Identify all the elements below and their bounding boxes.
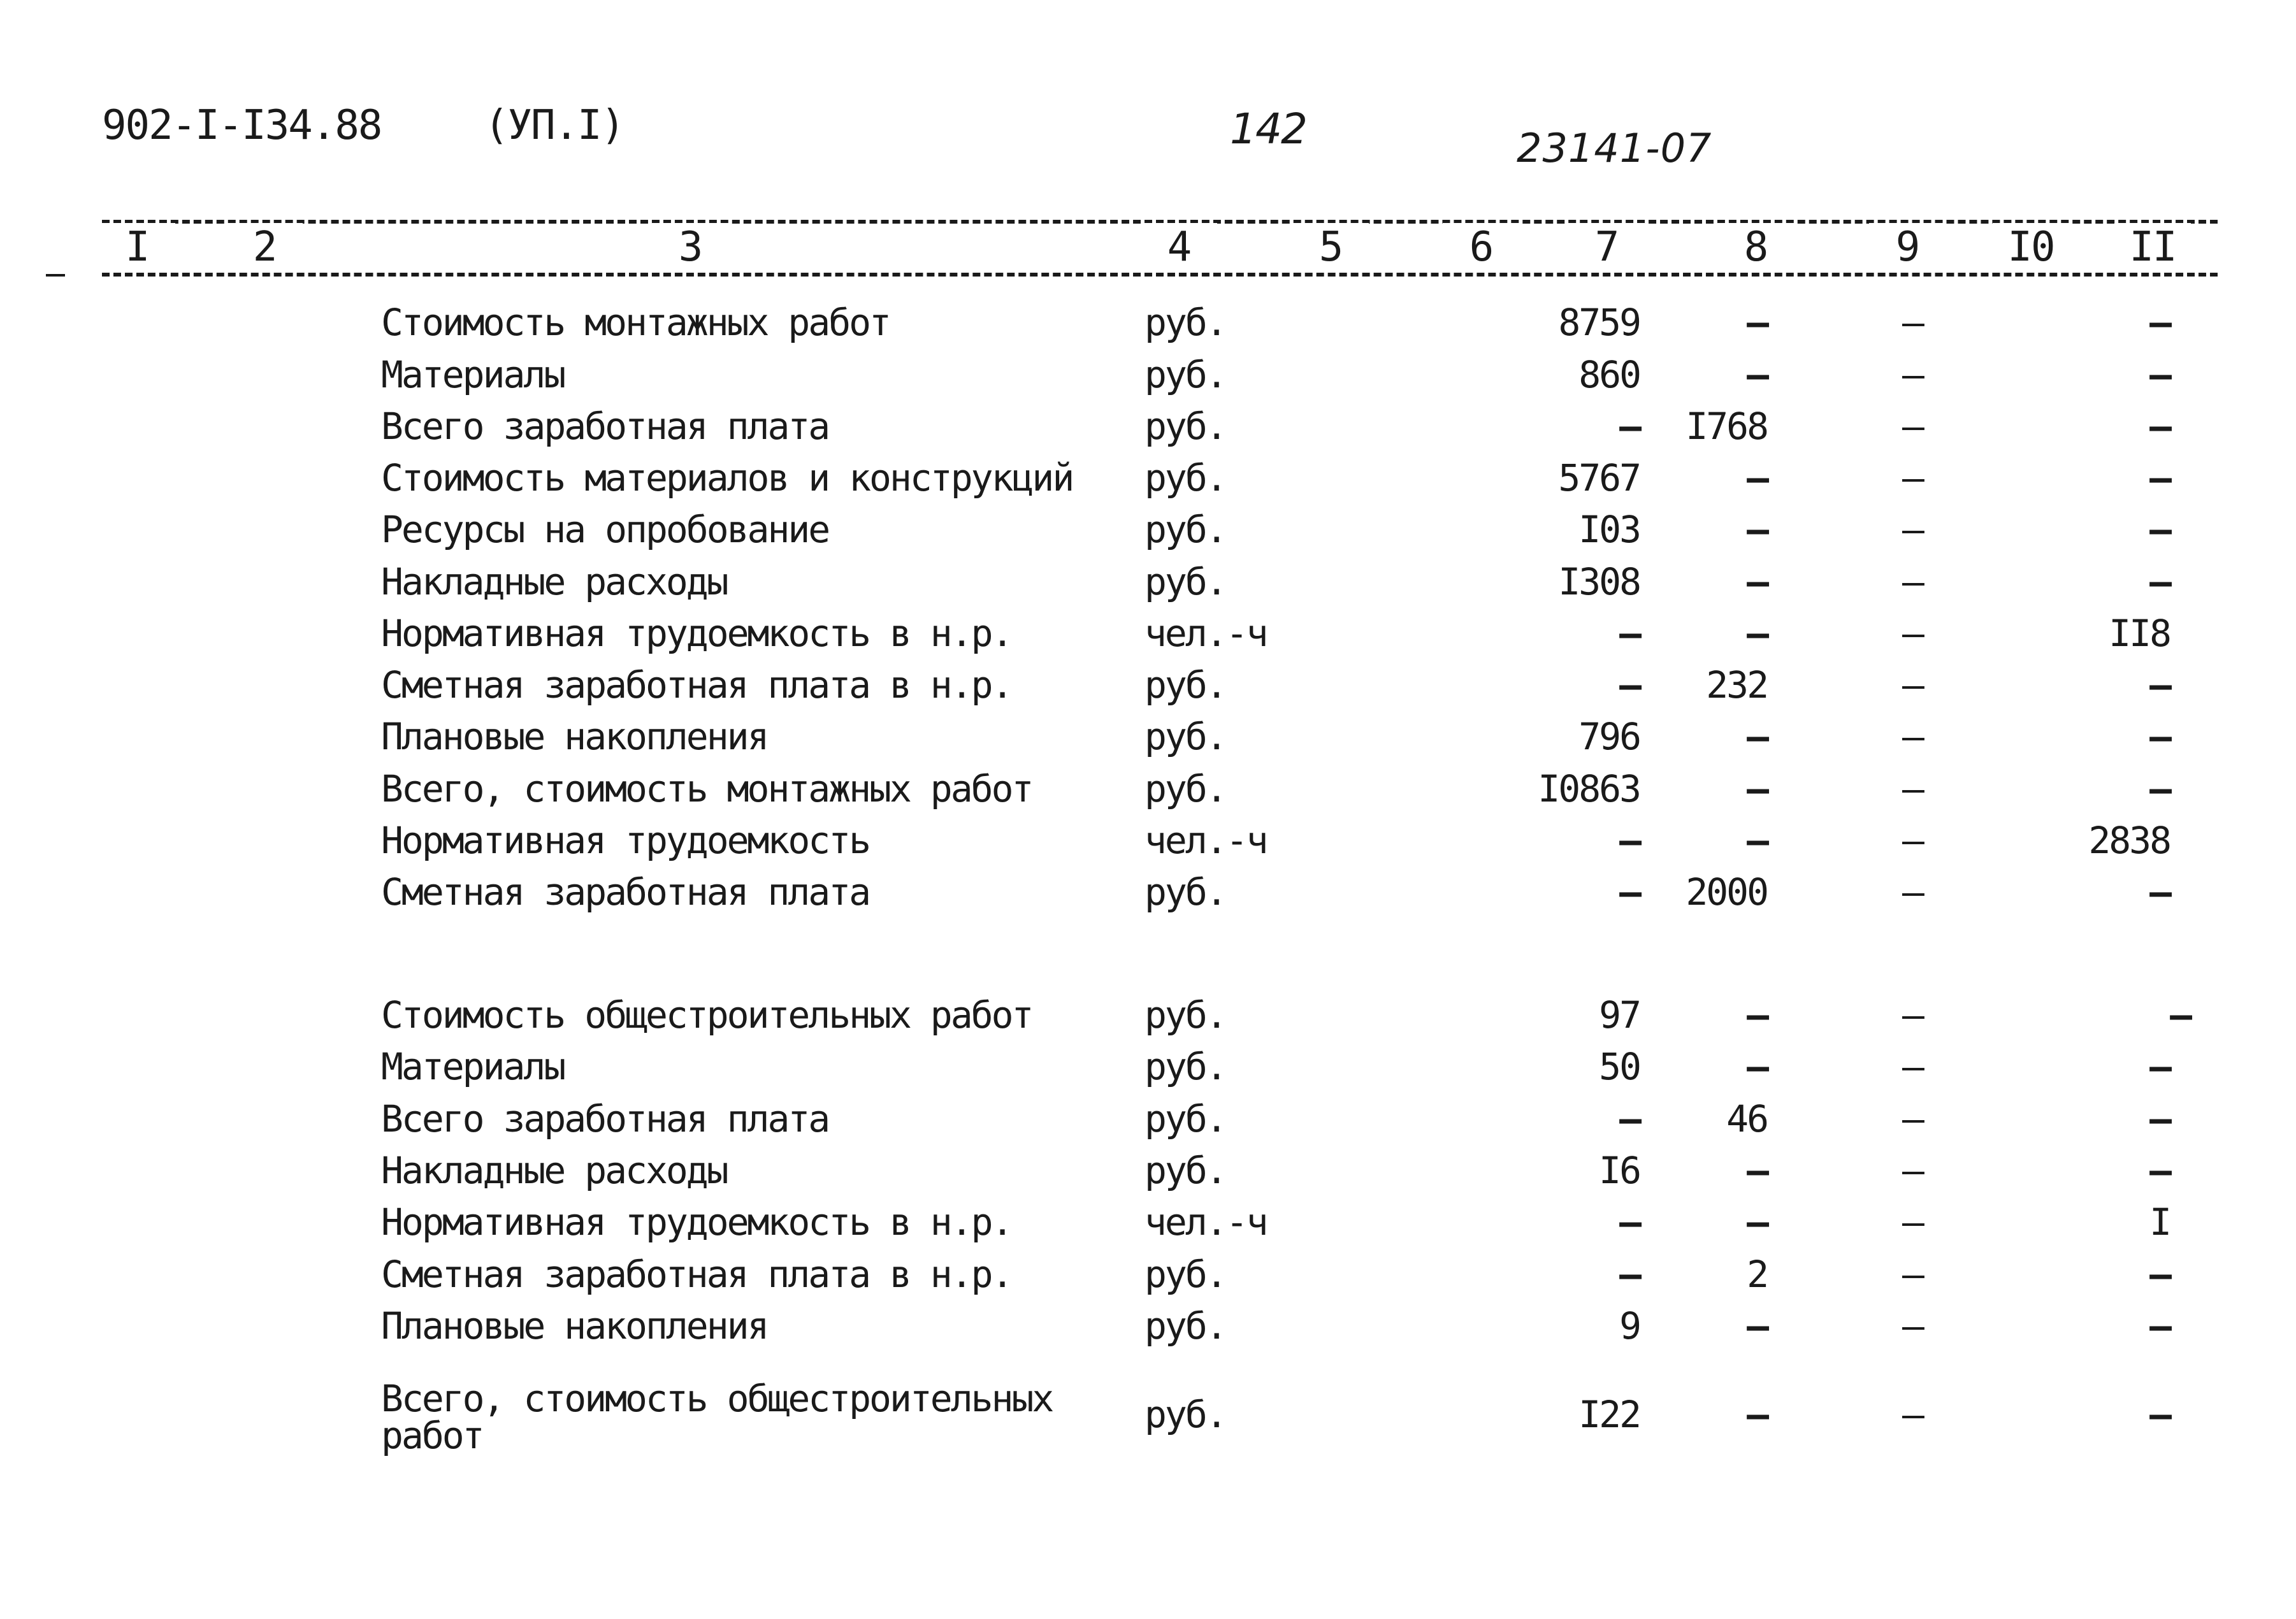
- column-number: 5: [1292, 223, 1369, 271]
- col11-value: –: [2149, 870, 2170, 914]
- row-label-line: Всего, стоимость общестроительных: [381, 1377, 1053, 1420]
- col7-value: 8759: [1558, 301, 1640, 344]
- column-number: I: [99, 223, 175, 271]
- col8-value: I768: [1686, 405, 1767, 448]
- table-row: [0, 556, 2296, 607]
- row-unit: руб.: [1144, 1393, 1226, 1436]
- col9-value: –: [1902, 1045, 1923, 1088]
- row-label: Всего, стоимость монтажных работ: [381, 767, 1032, 810]
- col7-value: 5767: [1558, 456, 1640, 500]
- margin-mark: [46, 274, 65, 277]
- col8-value: 2: [1747, 1253, 1767, 1296]
- page-number: 142: [1230, 104, 1306, 154]
- volume-number: (УП.I): [484, 102, 625, 149]
- row-label: Сметная заработная плата в н.р.: [381, 1253, 1012, 1296]
- column-number: 8: [1717, 223, 1794, 271]
- row-unit: руб.: [1144, 1149, 1226, 1192]
- col7-value: I308: [1558, 560, 1640, 603]
- col9-value: –: [1902, 663, 1923, 707]
- col11-value: –: [2149, 715, 2170, 758]
- row-label: Всего заработная плата: [381, 1097, 829, 1140]
- row-label: Плановые накопления: [381, 715, 768, 758]
- col8-value: 232: [1706, 663, 1767, 707]
- col7-value: I6: [1599, 1149, 1640, 1192]
- col7-value: 97: [1599, 993, 1640, 1037]
- col9-value: –: [1902, 353, 1923, 396]
- col9-value: –: [1902, 1393, 1923, 1436]
- row-label: Материалы: [381, 353, 565, 396]
- col9-value: –: [1902, 1253, 1923, 1296]
- col9-value: –: [1902, 612, 1923, 655]
- col7-value: 9: [1619, 1304, 1640, 1348]
- col9-value: –: [1902, 993, 1923, 1037]
- col9-value: –: [1902, 819, 1923, 862]
- col11-value: –: [2149, 1097, 2170, 1140]
- column-number: II: [2114, 223, 2191, 271]
- row-label: Стоимость материалов и конструкций: [381, 456, 1073, 500]
- table-row: [0, 297, 2296, 348]
- col9-value: –: [1902, 1149, 1923, 1192]
- row-label: Всего заработная плата: [381, 405, 829, 448]
- table-row: [0, 711, 2296, 762]
- row-unit: руб.: [1144, 1253, 1226, 1296]
- row-unit: чел.-ч: [1144, 612, 1267, 655]
- row-unit: чел.-ч: [1144, 819, 1267, 862]
- col8-value: –: [1747, 767, 1767, 810]
- col11-value: –: [2149, 663, 2170, 707]
- col11-value: –: [2149, 1045, 2170, 1088]
- col11-value: –: [2149, 560, 2170, 603]
- table-row: [0, 452, 2296, 503]
- col9-value: –: [1902, 870, 1923, 914]
- col7-value: –: [1619, 1200, 1640, 1244]
- col8-value: –: [1747, 993, 1767, 1037]
- col8-value: –: [1747, 1149, 1767, 1192]
- row-unit: руб.: [1144, 1304, 1226, 1348]
- col7-value: 796: [1578, 715, 1640, 758]
- table-row: [0, 1249, 2296, 1300]
- column-number: 4: [1141, 223, 1217, 271]
- row-label: Материалы: [381, 1045, 565, 1088]
- row-unit: чел.-ч: [1144, 1200, 1267, 1244]
- row-label: Нормативная трудоемкость: [381, 819, 870, 862]
- col9-value: –: [1902, 456, 1923, 500]
- column-number: 7: [1568, 223, 1645, 271]
- col11-value: –: [2149, 1304, 2170, 1348]
- col8-value: –: [1747, 508, 1767, 551]
- table-row: [0, 401, 2296, 452]
- col8-value: 46: [1726, 1097, 1767, 1140]
- col7-value: –: [1619, 1253, 1640, 1296]
- col7-value: –: [1619, 870, 1640, 914]
- col9-value: –: [1902, 767, 1923, 810]
- col7-value: I03: [1578, 508, 1640, 551]
- row-label: [381, 1377, 1053, 1457]
- table-row: [0, 1377, 2296, 1457]
- col11-value: –: [2149, 456, 2170, 500]
- row-unit: руб.: [1144, 405, 1226, 448]
- row-unit: руб.: [1144, 560, 1226, 603]
- col9-value: –: [1902, 715, 1923, 758]
- row-unit: руб.: [1144, 1045, 1226, 1088]
- col11-value: –: [2149, 508, 2170, 551]
- col7-value: –: [1619, 663, 1640, 707]
- col11-value: –: [2149, 767, 2170, 810]
- row-unit: руб.: [1144, 715, 1226, 758]
- col7-value: –: [1619, 405, 1640, 448]
- row-unit: руб.: [1144, 663, 1226, 707]
- col8-value: –: [1747, 301, 1767, 344]
- row-label: Сметная заработная плата в н.р.: [381, 663, 1012, 707]
- row-label: Нормативная трудоемкость в н.р.: [381, 612, 1012, 655]
- col7-value: I0863: [1538, 767, 1640, 810]
- col11-value: –: [2149, 1253, 2170, 1296]
- col8-value: –: [1747, 819, 1767, 862]
- row-label: Стоимость общестроительных работ: [381, 993, 1032, 1037]
- col9-value: –: [1902, 560, 1923, 603]
- table-row: [0, 659, 2296, 710]
- table-row: [0, 815, 2296, 866]
- table-row: [0, 1093, 2296, 1144]
- row-label: Ресурсы на опробование: [381, 508, 829, 551]
- col8-value: –: [1747, 1200, 1767, 1244]
- col11-value: –: [2149, 1149, 2170, 1192]
- col8-value: –: [1747, 1304, 1767, 1348]
- col11-value: –: [2149, 405, 2170, 448]
- row-unit: руб.: [1144, 1097, 1226, 1140]
- table-row: [0, 504, 2296, 555]
- row-label: Накладные расходы: [381, 560, 727, 603]
- col11-value: –: [2170, 993, 2190, 1037]
- col9-value: –: [1902, 1200, 1923, 1244]
- table-row: [0, 349, 2296, 400]
- row-label: Плановые накопления: [381, 1304, 768, 1348]
- row-label: Сметная заработная плата: [381, 870, 870, 914]
- col7-value: 860: [1578, 353, 1640, 396]
- table-row: [0, 1300, 2296, 1351]
- table-header-bottom-rule: [102, 273, 2218, 277]
- col11-value: –: [2149, 301, 2170, 344]
- row-unit: руб.: [1144, 767, 1226, 810]
- col9-value: –: [1902, 405, 1923, 448]
- row-unit: руб.: [1144, 993, 1226, 1037]
- col8-value: –: [1747, 612, 1767, 655]
- col9-value: –: [1902, 301, 1923, 344]
- col7-value: –: [1619, 819, 1640, 862]
- column-number: I0: [1993, 223, 2069, 271]
- col8-value: –: [1747, 1045, 1767, 1088]
- table-row: [0, 1041, 2296, 1092]
- row-unit: руб.: [1144, 353, 1226, 396]
- row-unit: руб.: [1144, 870, 1226, 914]
- table-row: [0, 867, 2296, 917]
- col8-value: –: [1747, 456, 1767, 500]
- row-unit: руб.: [1144, 508, 1226, 551]
- row-label: Стоимость монтажных работ: [381, 301, 890, 344]
- col11-value: 2838: [2088, 819, 2170, 862]
- column-number: 9: [1869, 223, 1946, 271]
- row-label-line: работ: [381, 1414, 483, 1457]
- col9-value: –: [1902, 508, 1923, 551]
- col8-value: –: [1747, 560, 1767, 603]
- col11-value: II8: [2109, 612, 2170, 655]
- col11-value: –: [2149, 1393, 2170, 1436]
- row-label: Накладные расходы: [381, 1149, 727, 1192]
- column-number: 3: [652, 223, 728, 271]
- col7-value: –: [1619, 612, 1640, 655]
- table-row: [0, 989, 2296, 1040]
- column-number: 6: [1443, 223, 1519, 271]
- col8-value: –: [1747, 1393, 1767, 1436]
- row-unit: руб.: [1144, 456, 1226, 500]
- col9-value: –: [1902, 1304, 1923, 1348]
- table-row: [0, 763, 2296, 814]
- col7-value: I22: [1578, 1393, 1640, 1436]
- col8-value: 2000: [1686, 870, 1767, 914]
- table-row: [0, 1145, 2296, 1196]
- archive-number: 23141-07: [1517, 125, 1712, 171]
- row-label: Нормативная трудоемкость в н.р.: [381, 1200, 1012, 1244]
- col7-value: –: [1619, 1097, 1640, 1140]
- col8-value: –: [1747, 715, 1767, 758]
- row-unit: руб.: [1144, 301, 1226, 344]
- col11-value: –: [2149, 353, 2170, 396]
- table-row: [0, 608, 2296, 659]
- col8-value: –: [1747, 353, 1767, 396]
- col11-value: I: [2149, 1200, 2170, 1244]
- col7-value: 50: [1599, 1045, 1640, 1088]
- document-code: 902-I-I34.88: [102, 102, 382, 149]
- table-row: [0, 1197, 2296, 1248]
- column-number: 2: [226, 223, 303, 271]
- col9-value: –: [1902, 1097, 1923, 1140]
